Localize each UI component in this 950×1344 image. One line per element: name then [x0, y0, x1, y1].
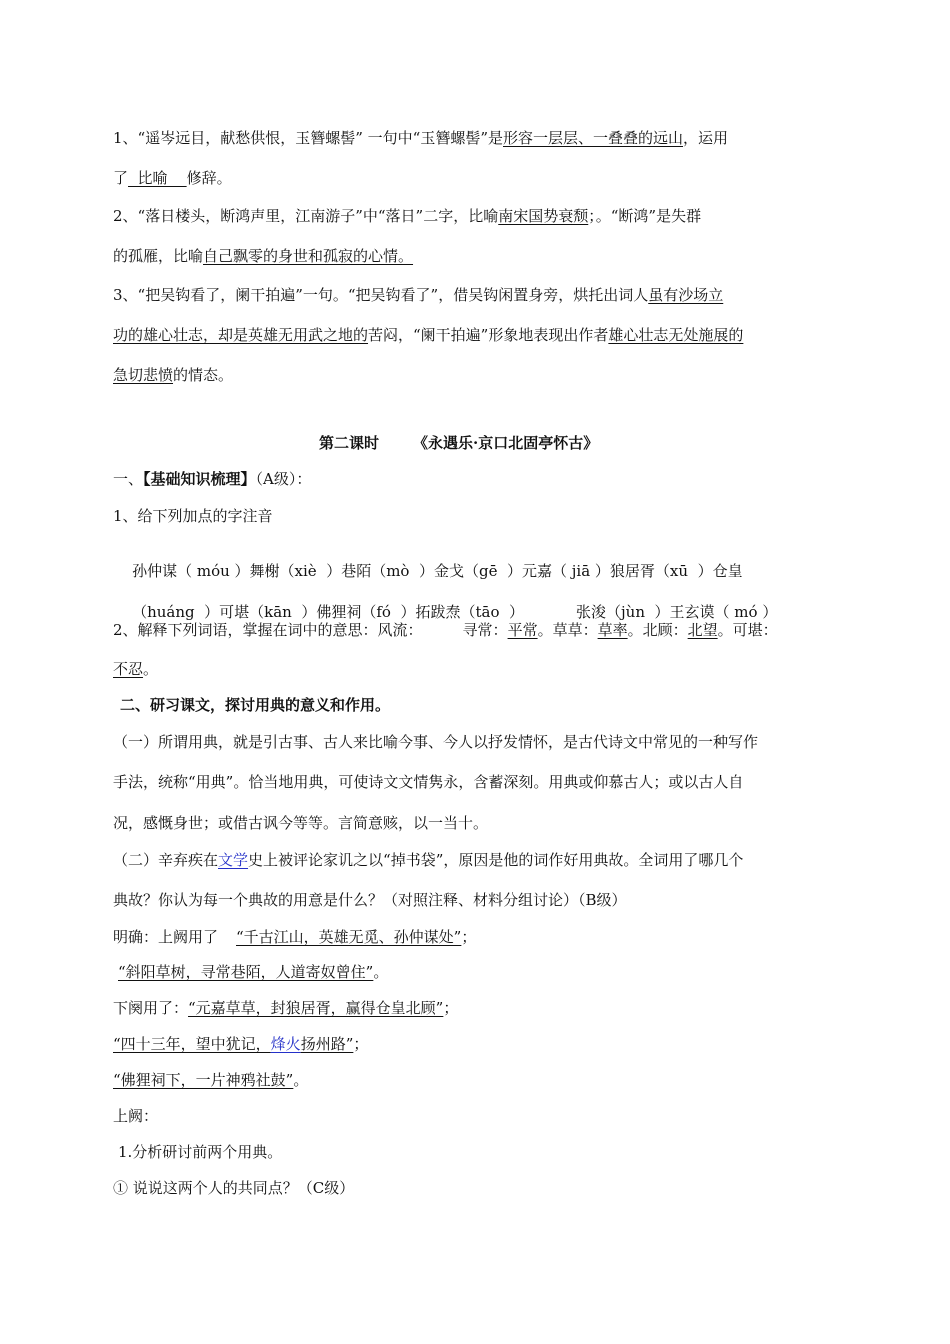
lower-end-3: 。 [293, 1071, 309, 1089]
answer-metaphor: 比喻 [128, 169, 187, 187]
item-2-text-f: 。 [143, 660, 159, 678]
question-1-text-d: 修辞。 [186, 169, 232, 187]
phonetic-line-2-text-b: 张浚（jùn ）王玄谟（ mó ） [576, 603, 778, 621]
question-3-line-3 [113, 365, 233, 385]
part-1-level: （A级）： [255, 470, 312, 488]
beacon-fire-link[interactable]: 烽火 [270, 1035, 301, 1053]
question-3-line-1 [113, 285, 723, 305]
item-2-text-a: 2、解释下列词语，掌握在词中的意思：风流： [113, 621, 423, 639]
upper-stanza-label [113, 1106, 158, 1126]
item-2-text-e: 。可堪： [717, 621, 778, 639]
question-2-text: 2、“落日楼头，断鸿声里，江南游子”中“落日”二字，比喻 [113, 207, 499, 225]
lesson-number: 第二课时 [319, 434, 380, 452]
question-2-line-1 [113, 206, 701, 226]
question-3-text-b: 苦闷，“阑干拍遍”形象地表现出作者 [368, 326, 609, 344]
xin-qiji-text-b: 史上被评论家讥之以“掉书袋”，原因是他的词作好用典故。全词用了哪几个 [248, 851, 744, 869]
lesson-2-title [319, 433, 598, 453]
analyze-text: 1.分析研讨前两个用典。 [118, 1143, 283, 1161]
answer-lonely-heart: 自己飘零的身世和孤寂的心情。 [203, 247, 414, 265]
question-1-line-1 [113, 128, 728, 148]
answer-lower-line-3 [113, 1070, 308, 1090]
question-3-text-c: 的情态。 [173, 366, 234, 384]
phonetic-line-1-text: 孙仲谋（ móu ）舞榭（xiè ）巷陌（mò ）金戈（gē ）元嘉（ jiā ）狼居胥（xū ）仓皇 [132, 562, 743, 580]
answer-ambition-a: 虽有沙场立 [648, 286, 724, 304]
poem-title: 《永遇乐·京口北固亭怀古》 [413, 434, 599, 452]
common-point-text: ① 说说这两个人的共同点？（C级） [113, 1179, 355, 1197]
answer-lower-line-1 [113, 998, 458, 1018]
answer-song-decline: 南宋国势衰颓 [498, 207, 589, 225]
allusion-jinu: “斜阳草树，寻常巷陌，人道寄奴曾住” [118, 963, 374, 981]
answer-far-mountains: 形容一层层、一叠叠的远山 [503, 129, 684, 147]
xin-qiji-para-line-1 [113, 850, 743, 870]
allusion-para-text-3: 况，感慨身世；或借古讽今等等。言简意赅，以一当十。 [113, 814, 489, 832]
answer-label: 明确：上阙用了 [113, 928, 219, 946]
literature-link[interactable]: 文学 [218, 851, 249, 869]
allusion-yuanjia: “元嘉草草，封狼居胥，赢得仓皇北顾” [188, 999, 444, 1017]
answer-hasty: 草率 [597, 621, 628, 639]
xin-qiji-para-line-2 [113, 890, 627, 910]
answer-anxious-anger: 急切悲愤 [113, 366, 174, 384]
part-1-heading [113, 469, 311, 489]
question-3-line-2 [113, 325, 743, 345]
allusion-para-line-1 [113, 732, 758, 752]
lower-separator-2: ； [353, 1035, 369, 1053]
answer-look-north: 北望 [687, 621, 718, 639]
item-2-text-c: 。草草： [537, 621, 598, 639]
question-3-text: 3、“把吴钩看了，阑干拍遍”一句。“把吴钩看了”，借吴钩闲置身旁，烘托出词人 [113, 286, 649, 304]
answer-upper-line-1 [113, 927, 476, 947]
question-1-text: 1、“遥岑远目，献愁供恨，玉簪螺髻” 一句中“玉簪螺髻”是 [113, 129, 503, 147]
question-common-point [113, 1178, 354, 1198]
upper-stanza-text: 上阙： [113, 1107, 159, 1125]
part-2-heading [120, 695, 390, 715]
lower-label: 下阕用了： [113, 999, 189, 1017]
xin-qiji-text-a: （二）辛弃疾在 [113, 851, 219, 869]
allusion-foli-shrine: “佛狸祠下，一片神鸦社鼓” [113, 1071, 294, 1089]
allusion-43-years-b: 扬州路” [300, 1035, 354, 1053]
question-2-line-2 [113, 246, 413, 266]
answer-end-2: 。 [373, 963, 389, 981]
allusion-para-line-3 [113, 813, 488, 833]
allusion-sun-zhongmou: “千古江山，英雄无觅、孙仲谋处” [236, 928, 462, 946]
allusion-para-line-2 [113, 772, 743, 792]
item-2-text-b: 寻常： [462, 621, 508, 639]
answer-separator-1: ； [461, 928, 477, 946]
answer-lower-line-2 [113, 1034, 368, 1054]
question-2-text-c: 的孤雁，比喻 [113, 247, 204, 265]
xin-qiji-text-line-2: 典故？你认为每一个典故的用意是什么？（对照注释、材料分组讨论）（B级） [113, 891, 627, 909]
phonetic-line-2-text-a: （huáng ）可堪（kān ）佛狸祠（fó ）拓跋焘（tāo ） [132, 603, 525, 621]
item-1-title [113, 506, 273, 526]
analyze-heading [118, 1142, 282, 1162]
answer-ordinary: 平常 [507, 621, 538, 639]
part-2-title: 二、研习课文，探讨用典的意义和作用。 [120, 696, 391, 714]
answer-ambition-c: 雄心壮志无处施展的 [608, 326, 744, 344]
item-2-line-2 [113, 659, 158, 679]
answer-ambition-b: 功的雄心壮志，却是英雄无用武之地的 [113, 326, 369, 344]
part-1-prefix: 一、 [113, 470, 144, 488]
allusion-para-text-2: 手法，统称“用典”。恰当地用典，可使诗文文情隽永，含蓄深刻。用典或仰慕古人；或以古人自 [113, 773, 744, 791]
allusion-43-years-a: “四十三年，望中犹记， [113, 1035, 271, 1053]
item-1-text: 1、给下列加点的字注音 [113, 507, 273, 525]
question-1-line-2 [113, 168, 232, 188]
item-2-line-1 [113, 620, 778, 640]
item-2-text-d: 。北顾： [627, 621, 688, 639]
allusion-para-text-1: （一）所谓用典，就是引古事、古人来比喻今事、今人以抒发情怀，是古代诗文中常见的一种写作 [113, 733, 759, 751]
question-2-text-b: ；。“断鸿”是失群 [588, 207, 702, 225]
lower-separator-1: ； [443, 999, 459, 1017]
question-1-text-b: ，运用 [683, 129, 729, 147]
answer-upper-line-2 [118, 962, 388, 982]
part-1-title: 【基础知识梳理】 [143, 470, 256, 488]
answer-cannot-bear: 不忍 [113, 660, 144, 678]
question-1-text-c: 了 [113, 169, 129, 187]
